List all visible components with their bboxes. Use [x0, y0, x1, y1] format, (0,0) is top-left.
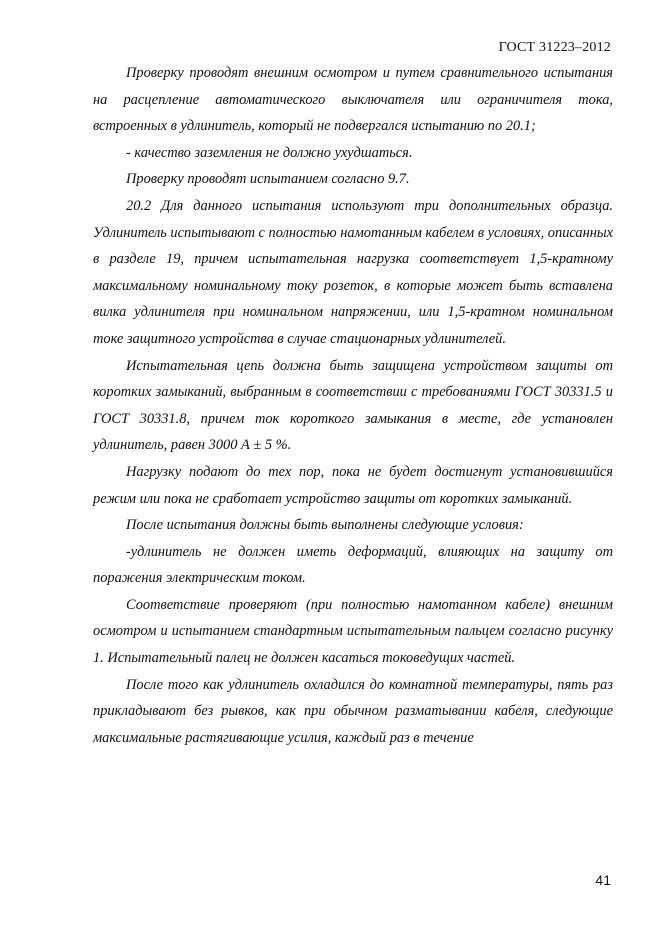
- paragraph-test-finger-check: Соответствие проверяют (при полностью намотанном кабеле) внешним осмотром и испытанием стандартным испытательным пальцем согласно рисунку 1. Испытательный палец не должен касаться токоведущих частей.: [93, 596, 613, 667]
- paragraph-test-per-9-7: Проверку проводят испытанием согласно 9.7.: [126, 171, 410, 188]
- paragraph-load-application: Нагрузку подают до тех пор, пока не будет достигнут установившийся режим или пока не сработает устройство защиты от коротких замыканий.: [93, 463, 613, 507]
- paragraph-grounding-quality: - качество заземления не должно ухудшаться.: [126, 144, 413, 161]
- paragraph-no-deformation: -удлинитель не должен иметь деформаций, влияющих на защиту от поражения электрическим током.: [93, 543, 613, 587]
- paragraph-tensile-forces: После того как удлинитель охладился до комнатной температуры, пять раз прикладывают без рывков, как при обычном разматывании кабеля, следующие максимальные растягивающие усилия, каждый раз в течение: [93, 676, 613, 746]
- page-header-standard-id: ГОСТ 31223–2012: [498, 40, 611, 55]
- paragraph-clause-20-2: 20.2 Для данного испытания используют три дополнительных образца. Удлинитель испытывают с полностью намотанным кабелем в условиях, описанных в разделе 19, причем испытательная нагрузка соответствует 1,5-кратному максимальному номинальному току розеток, в которые может быть вставлена вилка удлинителя при номинальном напряжении, или 1,5-кратном номинальном токе защитного устройства в случае стационарных удлинителей.: [93, 197, 614, 347]
- page-number: 41: [595, 872, 611, 888]
- paragraph-inspection-method: Проверку проводят внешним осмотром и путем сравнительного испытания на расцепление автоматического выключателя или ограничителя тока, встроенных в удлинитель, который не подвергался испытанию по 20.1;: [93, 65, 613, 135]
- paragraph-short-circuit-protection: Испытательная цепь должна быть защищена устройством защиты от коротких замыканий, выбранным в соответствии с требованиями ГОСТ 30331.5 и ГОСТ 30331.8, причем ток короткого замыкания в месте, где установлен удлинитель, равен 3000 А ± 5 %.: [93, 357, 613, 454]
- paragraph-post-test-conditions: После испытания должны быть выполнены следующие условия:: [126, 517, 524, 534]
- document-body: [93, 60, 613, 751]
